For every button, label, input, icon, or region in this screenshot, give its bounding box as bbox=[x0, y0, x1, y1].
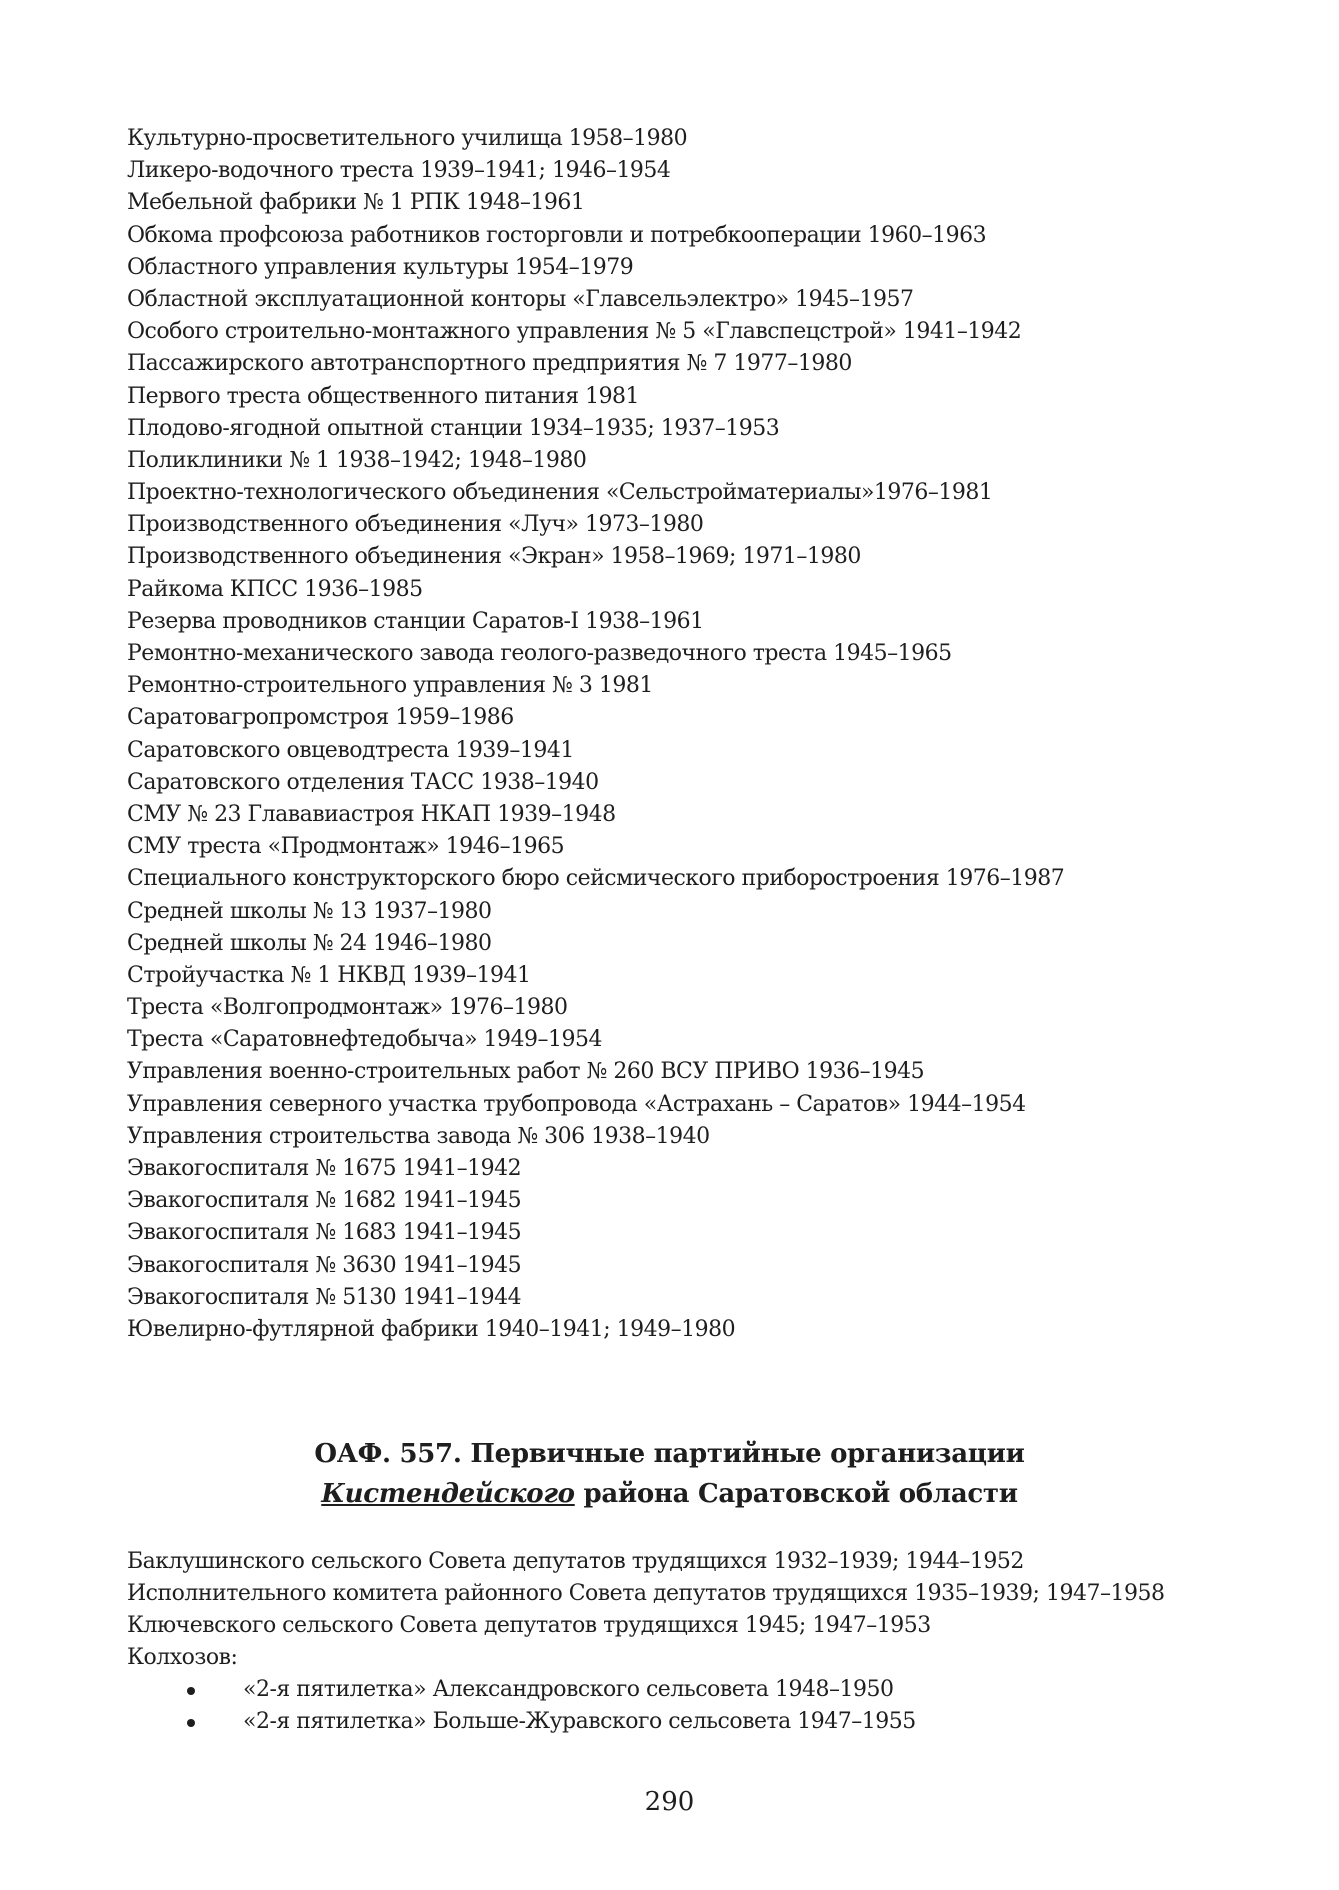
list-item: Средней школы № 24 1946–1980 bbox=[127, 930, 492, 956]
list-item: Обкома профсоюза работников госторговли и потребкооперации 1960–1963 bbox=[127, 222, 987, 248]
list-item: Эвакогоспиталя № 1675 1941–1942 bbox=[127, 1156, 522, 1181]
list-item: Треста «Волгопродмонтаж» 1976–1980 bbox=[127, 995, 568, 1021]
list-item: Первого треста общественного питания 1981 bbox=[127, 383, 640, 409]
list-item: Колхозов: bbox=[127, 1645, 238, 1670]
list-item: Ключевского сельского Совета депутатов трудящихся 1945; 1947–1953 bbox=[127, 1613, 931, 1638]
list-item: Саратовагропромстроя 1959–1986 bbox=[127, 705, 514, 731]
list-item: Средней школы № 13 1937–1980 bbox=[127, 898, 492, 924]
list-item: Ликеро-водочного треста 1939–1941; 1946–1954 bbox=[127, 158, 671, 184]
list-item: Поликлиники № 1 1938–1942; 1948–1980 bbox=[127, 447, 587, 473]
list-item: СМУ треста «Продмонтаж» 1946–1965 bbox=[127, 834, 565, 860]
list-item: Райкома КПСС 1936–1985 bbox=[127, 576, 423, 602]
list-item: Производственного объединения «Луч» 1973–1980 bbox=[127, 512, 704, 538]
section-heading-line1: ОАФ. 557. Первичные партийные организации bbox=[314, 1439, 1025, 1469]
section-heading bbox=[0, 1434, 1339, 1514]
list-item: Исполнительного комитета районного Совета депутатов трудящихся 1935–1939; 1947–1958 bbox=[127, 1581, 1165, 1606]
list-item: Пассажирского автотранспортного предприятия № 7 1977–1980 bbox=[127, 351, 852, 377]
list-item: Областного управления культуры 1954–1979 bbox=[127, 254, 634, 280]
list-item: Управления военно-строительных работ № 260 ВСУ ПРИВО 1936–1945 bbox=[127, 1059, 925, 1085]
list-item: Плодово-ягодной опытной станции 1934–1935; 1937–1953 bbox=[127, 415, 780, 441]
list-item: Эвакогоспиталя № 1682 1941–1945 bbox=[127, 1188, 522, 1214]
list-item: Ремонтно-строительного управления № 3 1981 bbox=[127, 673, 653, 699]
list-item: Баклушинского сельского Совета депутатов трудящихся 1932–1939; 1944–1952 bbox=[127, 1549, 1024, 1574]
district-name: Кистендейского bbox=[321, 1479, 575, 1509]
list-item: Стройучастка № 1 НКВД 1939–1941 bbox=[127, 962, 531, 988]
list-item: Эвакогоспиталя № 3630 1941–1945 bbox=[127, 1252, 522, 1278]
list-item: Управления строительства завода № 306 1938–1940 bbox=[127, 1123, 710, 1149]
list-item: Ремонтно-механического завода геолого-разведочного треста 1945–1965 bbox=[127, 641, 952, 666]
list-item: Саратовского овцеводтреста 1939–1941 bbox=[127, 737, 574, 763]
list-item: Культурно-просветительного училища 1958–1980 bbox=[127, 126, 688, 151]
section-heading-line2 bbox=[0, 1474, 1339, 1514]
list-item: Производственного объединения «Экран» 1958–1969; 1971–1980 bbox=[127, 544, 861, 570]
list-item: Мебельной фабрики № 1 РПК 1948–1961 bbox=[127, 190, 585, 216]
list-item: Областной эксплуатационной конторы «Главсельэлектро» 1945–1957 bbox=[127, 286, 914, 312]
bullet-icon bbox=[187, 1719, 195, 1727]
list-item: Ювелирно-футлярной фабрики 1940–1941; 1949–1980 bbox=[127, 1316, 736, 1342]
list-item: Саратовского отделения ТАСС 1938–1940 bbox=[127, 769, 599, 795]
list-item: СМУ № 23 Глававиастроя НКАП 1939–1948 bbox=[127, 801, 616, 827]
list-item: Управления северного участка трубопровода «Астрахань – Саратов» 1944–1954 bbox=[127, 1091, 1026, 1117]
organization-list bbox=[127, 123, 1064, 1346]
list-item: Особого строительно-монтажного управления № 5 «Главспецстрой» 1941–1942 bbox=[127, 319, 1022, 345]
list-item: Проектно-технологического объединения «Сельстройматериалы»1976–1981 bbox=[127, 480, 993, 506]
list-item: Резерва проводников станции Саратов-I 1938–1961 bbox=[127, 608, 704, 634]
bullet-item-text: «2-я пятилетка» Александровского сельсовета 1948–1950 bbox=[243, 1677, 894, 1702]
list-item: Специального конструкторского бюро сейсмического приборостроения 1976–1987 bbox=[127, 866, 1065, 892]
list-item: Эвакогоспиталя № 1683 1941–1945 bbox=[127, 1220, 522, 1246]
section-organization-list bbox=[127, 1546, 1164, 1674]
bullet-item-text: «2-я пятилетка» Больше-Журавского сельсовета 1947–1955 bbox=[243, 1709, 916, 1734]
page-number: 290 bbox=[644, 1787, 695, 1817]
list-item: Треста «Саратовнефтедобыча» 1949–1954 bbox=[127, 1027, 603, 1053]
list-item: Эвакогоспиталя № 5130 1941–1944 bbox=[127, 1284, 522, 1310]
bullet-icon bbox=[187, 1687, 195, 1695]
section-heading-line2-rest: района Саратовской области bbox=[574, 1479, 1018, 1509]
